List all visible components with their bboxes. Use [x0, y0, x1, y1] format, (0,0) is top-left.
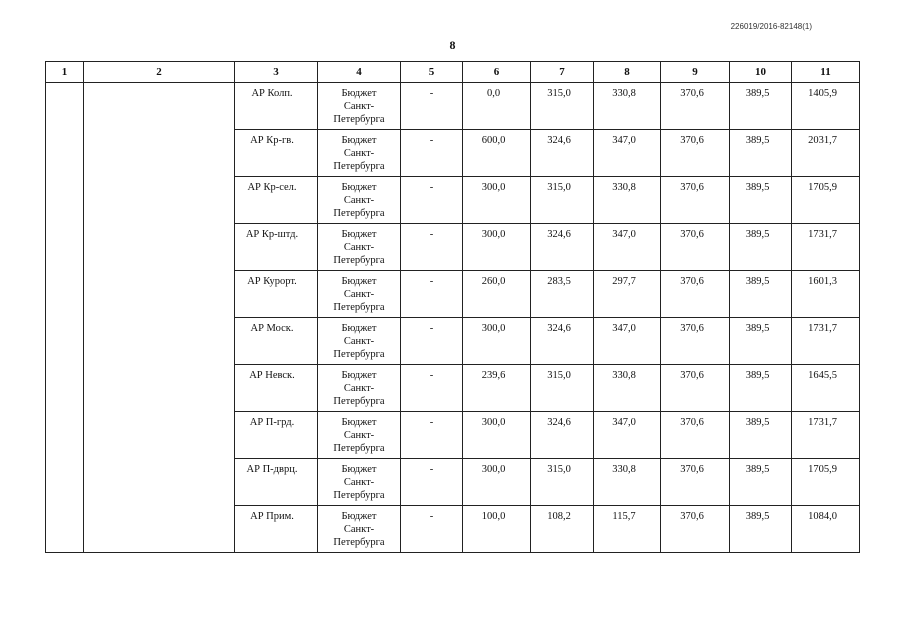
col6-cell-text: 300,0	[481, 182, 506, 193]
col11-cell	[792, 271, 860, 318]
col5-cell-text: -	[429, 323, 434, 334]
col11-cell-text: 1731,7	[808, 417, 837, 428]
funding-source-cell	[318, 506, 401, 553]
col7-cell-text: 324,6	[547, 229, 571, 240]
col5-cell	[401, 130, 463, 177]
funding-source-cell-text	[318, 459, 400, 502]
col5-cell	[401, 83, 463, 130]
col6-cell	[463, 365, 531, 412]
funding-source-cell	[318, 83, 401, 130]
col10-cell	[730, 365, 792, 412]
col7-cell-text: 324,6	[547, 323, 571, 334]
col6-cell	[463, 318, 531, 365]
funding-source-line: Бюджет	[341, 135, 377, 146]
col8-cell	[594, 365, 661, 412]
funding-source-cell-text	[318, 130, 400, 173]
area-code-cell	[235, 130, 318, 177]
col7-cell	[531, 459, 594, 506]
table-row	[46, 83, 860, 130]
area-code-cell	[235, 224, 318, 271]
area-code-cell-text: АР Колп.	[251, 88, 293, 99]
page-number: 8	[449, 38, 456, 52]
col9-cell-text: 370,6	[680, 464, 704, 475]
col5-cell	[401, 271, 463, 318]
budget-table	[45, 61, 860, 553]
col10-cell	[730, 412, 792, 459]
col9-cell	[661, 318, 730, 365]
funding-source-cell	[318, 365, 401, 412]
col11-cell	[792, 412, 860, 459]
col6-cell	[463, 83, 531, 130]
col7-cell	[531, 412, 594, 459]
col11-cell	[792, 506, 860, 553]
col7-cell	[531, 177, 594, 224]
area-code-cell	[235, 459, 318, 506]
col10-cell	[730, 318, 792, 365]
col8-cell-text: 347,0	[612, 323, 636, 334]
col7-cell-text: 324,6	[547, 417, 571, 428]
col9-cell	[661, 177, 730, 224]
col9-cell	[661, 412, 730, 459]
area-code-cell-text: АР Кр-гв.	[250, 135, 294, 146]
column-header: 3	[235, 62, 318, 83]
col8-cell	[594, 412, 661, 459]
area-code-cell	[235, 365, 318, 412]
funding-source-line: Санкт-	[343, 148, 375, 159]
column-header: 1	[46, 62, 84, 83]
column-header: 5	[401, 62, 463, 83]
col10-cell-text: 389,5	[745, 182, 770, 193]
col6-cell-text: 600,0	[481, 135, 506, 146]
funding-source-line: Бюджет	[341, 511, 377, 522]
col7-cell-text: 324,6	[547, 135, 571, 146]
col11-cell-text: 1645,5	[808, 370, 837, 381]
col11-cell-text: 1731,7	[808, 229, 837, 240]
col11-cell-text: 1731,7	[808, 323, 837, 334]
funding-source-line: Санкт-	[343, 383, 375, 394]
funding-source-line: Петербурга	[333, 349, 385, 360]
col9-cell	[661, 224, 730, 271]
funding-source-cell	[318, 224, 401, 271]
col9-cell-text: 370,6	[680, 182, 704, 193]
column-header: 8	[594, 62, 661, 83]
funding-source-line: Петербурга	[333, 161, 385, 172]
col5-cell	[401, 506, 463, 553]
col5-cell-text: -	[429, 417, 434, 428]
col8-cell-text: 347,0	[612, 417, 636, 428]
funding-source-cell-text	[318, 177, 400, 220]
col10-cell-text: 389,5	[745, 464, 770, 475]
col11-cell	[792, 224, 860, 271]
col7-cell	[531, 224, 594, 271]
area-code-cell-text: АР Кр-штд.	[245, 229, 299, 240]
col6-cell-text: 260,0	[481, 276, 506, 287]
col10-cell	[730, 271, 792, 318]
funding-source-line: Петербурга	[333, 302, 385, 313]
col11-cell	[792, 83, 860, 130]
col9-cell	[661, 459, 730, 506]
col9-cell	[661, 271, 730, 318]
funding-source-cell-text	[318, 271, 400, 314]
col8-cell-text: 330,8	[612, 88, 636, 99]
column-header: 10	[730, 62, 792, 83]
funding-source-line: Бюджет	[341, 417, 377, 428]
funding-source-line: Бюджет	[341, 276, 377, 287]
col8-cell	[594, 506, 661, 553]
col11-cell-text: 1705,9	[808, 464, 837, 475]
funding-source-cell-text	[318, 365, 400, 408]
col6-cell-text: 100,0	[481, 511, 506, 522]
col6-cell-text: 300,0	[481, 323, 506, 334]
area-code-cell-text: АР П-дврц.	[246, 464, 298, 475]
col10-cell	[730, 83, 792, 130]
funding-source-cell	[318, 412, 401, 459]
col1-cell	[46, 83, 84, 553]
col10-cell-text: 389,5	[745, 88, 770, 99]
col10-cell-text: 389,5	[745, 229, 770, 240]
table-body	[46, 83, 860, 553]
funding-source-line: Петербурга	[333, 490, 385, 501]
col7-cell	[531, 318, 594, 365]
area-code-cell-text: АР Моск.	[250, 323, 294, 334]
col5-cell	[401, 365, 463, 412]
col7-cell	[531, 130, 594, 177]
col6-cell	[463, 224, 531, 271]
col9-cell-text: 370,6	[680, 229, 704, 240]
funding-source-line: Петербурга	[333, 208, 385, 219]
col10-cell-text: 389,5	[745, 323, 770, 334]
funding-source-line: Санкт-	[343, 101, 375, 112]
col11-cell-text: 1705,9	[808, 182, 837, 193]
funding-source-line: Санкт-	[343, 289, 375, 300]
col5-cell	[401, 318, 463, 365]
col9-cell-text: 370,6	[680, 276, 704, 287]
col9-cell-text: 370,6	[680, 511, 704, 522]
col7-cell-text: 108,2	[547, 511, 571, 522]
funding-source-line: Санкт-	[343, 242, 375, 253]
col11-cell	[792, 459, 860, 506]
col7-cell	[531, 83, 594, 130]
col6-cell	[463, 271, 531, 318]
funding-source-cell	[318, 459, 401, 506]
area-code-cell-text: АР Невск.	[249, 370, 295, 381]
col9-cell-text: 370,6	[680, 323, 704, 334]
col11-cell	[792, 177, 860, 224]
col6-cell-text: 239,6	[481, 370, 506, 381]
col9-cell	[661, 83, 730, 130]
col10-cell-text: 389,5	[745, 276, 770, 287]
col8-cell-text: 347,0	[612, 135, 636, 146]
col6-cell	[463, 412, 531, 459]
col10-cell	[730, 224, 792, 271]
col8-cell	[594, 318, 661, 365]
col9-cell-text: 370,6	[680, 88, 704, 99]
col7-cell	[531, 365, 594, 412]
col11-cell-text: 1601,3	[808, 276, 837, 287]
col6-cell	[463, 506, 531, 553]
col10-cell-text: 389,5	[745, 417, 770, 428]
col6-cell-text: 300,0	[481, 417, 506, 428]
col8-cell	[594, 271, 661, 318]
funding-source-cell	[318, 177, 401, 224]
col8-cell-text: 330,8	[612, 464, 636, 475]
col8-cell	[594, 459, 661, 506]
col11-cell	[792, 130, 860, 177]
col7-cell	[531, 271, 594, 318]
document-id: 226019/2016-82148(1)	[730, 22, 812, 31]
col8-cell	[594, 177, 661, 224]
funding-source-line: Санкт-	[343, 195, 375, 206]
funding-source-line: Петербурга	[333, 537, 385, 548]
col5-cell-text: -	[429, 88, 434, 99]
funding-source-line: Санкт-	[343, 477, 375, 488]
col11-cell-text: 2031,7	[808, 135, 837, 146]
col8-cell-text: 347,0	[612, 229, 636, 240]
column-header: 6	[463, 62, 531, 83]
col11-cell	[792, 365, 860, 412]
col7-cell-text: 315,0	[547, 88, 571, 99]
col6-cell-text: 300,0	[481, 464, 506, 475]
col9-cell-text: 370,6	[680, 370, 704, 381]
funding-source-cell-text	[318, 318, 400, 361]
col8-cell	[594, 83, 661, 130]
column-header: 4	[318, 62, 401, 83]
col8-cell-text: 115,7	[612, 511, 636, 522]
col7-cell-text: 315,0	[547, 464, 571, 475]
col9-cell	[661, 365, 730, 412]
area-code-cell	[235, 412, 318, 459]
funding-source-cell	[318, 271, 401, 318]
col5-cell-text: -	[429, 182, 434, 193]
funding-source-line: Бюджет	[341, 229, 377, 240]
col11-cell-text: 1084,0	[808, 511, 837, 522]
col5-cell	[401, 224, 463, 271]
col7-cell	[531, 506, 594, 553]
col9-cell-text: 370,6	[680, 417, 704, 428]
col2-cell	[84, 83, 235, 553]
col5-cell-text: -	[429, 135, 434, 146]
col10-cell-text: 389,5	[745, 370, 770, 381]
col6-cell	[463, 130, 531, 177]
funding-source-cell-text	[318, 83, 400, 126]
funding-source-line: Петербурга	[333, 114, 385, 125]
col5-cell-text: -	[429, 276, 434, 287]
col7-cell-text: 315,0	[547, 370, 571, 381]
funding-source-line: Бюджет	[341, 182, 377, 193]
col9-cell	[661, 506, 730, 553]
funding-source-line: Бюджет	[341, 88, 377, 99]
col7-cell-text: 283,5	[547, 276, 571, 287]
funding-source-line: Бюджет	[341, 370, 377, 381]
area-code-cell	[235, 506, 318, 553]
col10-cell	[730, 130, 792, 177]
col5-cell	[401, 177, 463, 224]
funding-source-cell	[318, 130, 401, 177]
col9-cell	[661, 130, 730, 177]
col8-cell	[594, 224, 661, 271]
area-code-cell-text: АР П-грд.	[249, 417, 295, 428]
col11-cell	[792, 318, 860, 365]
area-code-cell-text: АР Прим.	[250, 511, 294, 522]
area-code-cell	[235, 83, 318, 130]
funding-source-line: Бюджет	[341, 464, 377, 475]
col10-cell-text: 389,5	[745, 511, 770, 522]
col10-cell	[730, 459, 792, 506]
col6-cell-text: 300,0	[481, 229, 506, 240]
col6-cell-text: 0,0	[486, 88, 501, 99]
area-code-cell-text: АР Курорт.	[247, 276, 297, 287]
funding-source-line: Петербурга	[333, 443, 385, 454]
funding-source-cell-text	[318, 412, 400, 455]
col6-cell	[463, 177, 531, 224]
column-header: 11	[792, 62, 860, 83]
col9-cell-text: 370,6	[680, 135, 704, 146]
col8-cell-text: 330,8	[612, 370, 636, 381]
area-code-cell-text: АР Кр-сел.	[247, 182, 297, 193]
area-code-cell	[235, 318, 318, 365]
col10-cell	[730, 177, 792, 224]
col5-cell	[401, 459, 463, 506]
funding-source-line: Санкт-	[343, 336, 375, 347]
funding-source-line: Санкт-	[343, 524, 375, 535]
col5-cell	[401, 412, 463, 459]
col10-cell-text: 389,5	[745, 135, 770, 146]
column-header: 7	[531, 62, 594, 83]
funding-source-cell-text	[318, 506, 400, 549]
header-row	[46, 62, 860, 83]
funding-source-line: Петербурга	[333, 396, 385, 407]
col7-cell-text: 315,0	[547, 182, 571, 193]
col11-cell-text: 1405,9	[808, 88, 837, 99]
col10-cell	[730, 506, 792, 553]
funding-source-line: Петербурга	[333, 255, 385, 266]
funding-source-line: Бюджет	[341, 323, 377, 334]
col8-cell-text: 297,7	[612, 276, 636, 287]
col8-cell-text: 330,8	[612, 182, 636, 193]
funding-source-cell	[318, 318, 401, 365]
col5-cell-text: -	[429, 370, 434, 381]
column-header: 2	[84, 62, 235, 83]
col8-cell	[594, 130, 661, 177]
funding-source-cell-text	[318, 224, 400, 267]
col5-cell-text: -	[429, 511, 434, 522]
col5-cell-text: -	[429, 464, 434, 475]
funding-source-line: Санкт-	[343, 430, 375, 441]
column-header: 9	[661, 62, 730, 83]
area-code-cell	[235, 271, 318, 318]
col5-cell-text: -	[429, 229, 434, 240]
col6-cell	[463, 459, 531, 506]
area-code-cell	[235, 177, 318, 224]
